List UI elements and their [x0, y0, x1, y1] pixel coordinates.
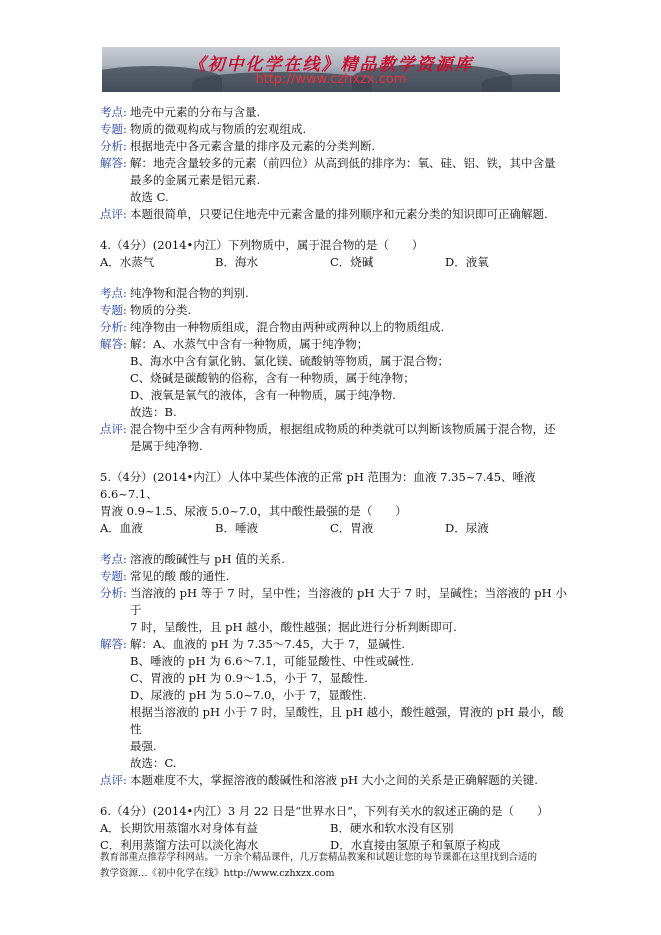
option-d: D．水直接由氢原子和氧原子构成	[330, 838, 501, 852]
analysis-row	[100, 636, 570, 653]
jieda-line: C、烧碱是碳酸钠的俗称，含有一种物质，属于纯净物；	[130, 371, 415, 385]
label-kaodian: 考点:	[100, 105, 127, 119]
page-content	[100, 104, 570, 854]
analysis-row	[100, 155, 570, 172]
analysis-row	[100, 285, 570, 302]
label-fenxi: 分析:	[100, 320, 127, 334]
label-fenxi: 分析:	[100, 586, 127, 600]
label-jieda: 解答:	[100, 156, 127, 170]
analysis-row	[100, 336, 570, 353]
jieda-text: 解：A、血液的 pH 为 7.35～7.45，大于 7，显碱性.	[130, 637, 405, 651]
page-footer	[100, 850, 570, 882]
option-a: A．血液	[100, 521, 143, 535]
question-options	[100, 820, 570, 837]
zhuanti-text: 常见的酸 酸的通性.	[130, 569, 230, 583]
option-b: B．海水	[215, 255, 258, 269]
option-d: D．液氧	[445, 255, 489, 269]
analysis-row	[100, 206, 570, 223]
analysis-row	[100, 138, 570, 155]
banner-url[interactable]: http://www.czhxzx.com	[255, 72, 407, 87]
question-options	[100, 254, 570, 271]
jieda-line: 最强.	[130, 739, 157, 753]
option-d: D．尿液	[445, 521, 489, 535]
kaodian-text: 纯净物和混合物的判别.	[130, 286, 249, 300]
footer-line: 教育部重点推荐学科网站。一万余个精品课件，几万套精品教案和试题让您的每节课都在这里找到合适的	[100, 852, 538, 863]
dianping-line: 是属于纯净物.	[130, 439, 203, 453]
answer-line: 故选 C.	[130, 190, 169, 204]
label-dianping: 点评:	[100, 422, 127, 436]
jieda-line: 根据当溶液的 pH 小于 7 时，呈酸性，且 pH 越小，酸性越强，胃液的 pH 最小，酸性	[130, 705, 564, 736]
fenxi-text: 根据地壳中各元素含量的排序及元素的分类判断.	[130, 139, 376, 153]
analysis-row	[100, 421, 570, 438]
question-stem: 4.（4分）(2014•内江）下列物质中，属于混合物的是（ ）	[100, 238, 424, 252]
jieda-text: 解：A、水蒸气中含有一种物质，属于纯净物；	[130, 337, 369, 351]
kaodian-text: 溶液的酸碱性与 pH 值的关系.	[130, 552, 285, 566]
footer-line: 教学资源…《初中化学在线》http://www.czhxzx.com	[100, 868, 335, 879]
answer-line: 故选：C.	[130, 756, 177, 770]
analysis-row	[100, 302, 570, 319]
option-b: B．唾液	[215, 521, 258, 535]
question-stem: 6.（4分）(2014•内江）3 月 22 日是“世界水日”，下列有关水的叙述正确的是（ ）	[100, 804, 549, 818]
jieda-line: 最多的金属元素是铝元素.	[130, 173, 261, 187]
fenxi-text: 纯净物由一种物质组成，混合物由两种或两种以上的物质组成.	[130, 320, 445, 334]
zhuanti-text: 物质的分类.	[130, 303, 192, 317]
jieda-line: D、液氧是氧气的液体，含有一种物质，属于纯净物.	[130, 388, 396, 402]
label-jieda: 解答:	[100, 337, 127, 351]
label-kaodian: 考点:	[100, 286, 127, 300]
option-c: C．烧碱	[330, 255, 374, 269]
option-c: C．胃液	[330, 521, 374, 535]
label-zhuanti: 专题:	[100, 569, 127, 583]
question-options	[100, 520, 570, 537]
analysis-row	[100, 121, 570, 138]
label-zhuanti: 专题:	[100, 303, 127, 317]
label-dianping: 点评:	[100, 207, 127, 221]
analysis-row	[100, 585, 570, 619]
analysis-row	[100, 319, 570, 336]
dianping-text: 混合物中至少含有两种物质，根据组成物质的种类就可以判断该物质属于混合物，还	[130, 422, 556, 436]
dianping-text: 本题很简单，只要记住地壳中元素含量的排列顺序和元素分类的知识即可正确解题.	[130, 207, 548, 221]
jieda-line: D、尿液的 pH 为 5.0~7.0，小于 7，显酸性.	[130, 688, 367, 702]
question-stem: 5.（4分）(2014•内江）人体中某些体液的正常 pH 范围为：血液 7.35~7.45、唾液 6.6~7.1、	[100, 470, 536, 501]
question-stem-line: 胃液 0.9~1.5、尿液 5.0~7.0，其中酸性最强的是（ ）	[100, 504, 407, 518]
jieda-line: B、唾液的 pH 为 6.6～7.1，可能显酸性、中性或碱性.	[130, 654, 415, 668]
option-a: A．长期饮用蒸馏水对身体有益	[100, 821, 258, 835]
label-zhuanti: 专题:	[100, 122, 127, 136]
answer-line: 故选：B.	[130, 405, 177, 419]
dianping-text: 本题难度不大，掌握溶液的酸碱性和溶液 pH 大小之间的关系是正确解题的关键.	[130, 773, 538, 787]
option-c: C．利用蒸馏方法可以淡化海水	[100, 838, 259, 852]
label-kaodian: 考点:	[100, 552, 127, 566]
header-banner	[102, 47, 560, 92]
jieda-line: C、胃液的 pH 为 0.9～1.5，小于 7，显酸性.	[130, 671, 368, 685]
jieda-text: 解：地壳含量较多的元素（前四位）从高到低的排序为：氧、硅、铝、铁，其中含量	[130, 156, 556, 170]
option-a: A．水蒸气	[100, 255, 155, 269]
jieda-line: B、海水中含有氯化钠、氯化镁、硫酸钠等物质，属于混合物；	[130, 354, 449, 368]
kaodian-text: 地壳中元素的分布与含量.	[130, 105, 261, 119]
label-fenxi: 分析:	[100, 139, 127, 153]
zhuanti-text: 物质的微观构成与物质的宏观组成.	[130, 122, 307, 136]
analysis-row	[100, 551, 570, 568]
analysis-row	[100, 772, 570, 789]
fenxi-text: 当溶液的 pH 等于 7 时，呈中性；当溶液的 pH 大于 7 时，呈碱性；当溶液的 pH 小于	[130, 586, 567, 617]
label-jieda: 解答:	[100, 637, 127, 651]
analysis-row	[100, 568, 570, 585]
option-b: B．硬水和软水没有区别	[330, 821, 454, 835]
fenxi-line: 7 时，呈酸性，且 pH 越小，酸性越强；据此进行分析判断即可.	[130, 620, 457, 634]
label-dianping: 点评:	[100, 773, 127, 787]
banner-title: 《初中化学在线》精品教学资源库	[188, 55, 474, 75]
analysis-row	[100, 104, 570, 121]
